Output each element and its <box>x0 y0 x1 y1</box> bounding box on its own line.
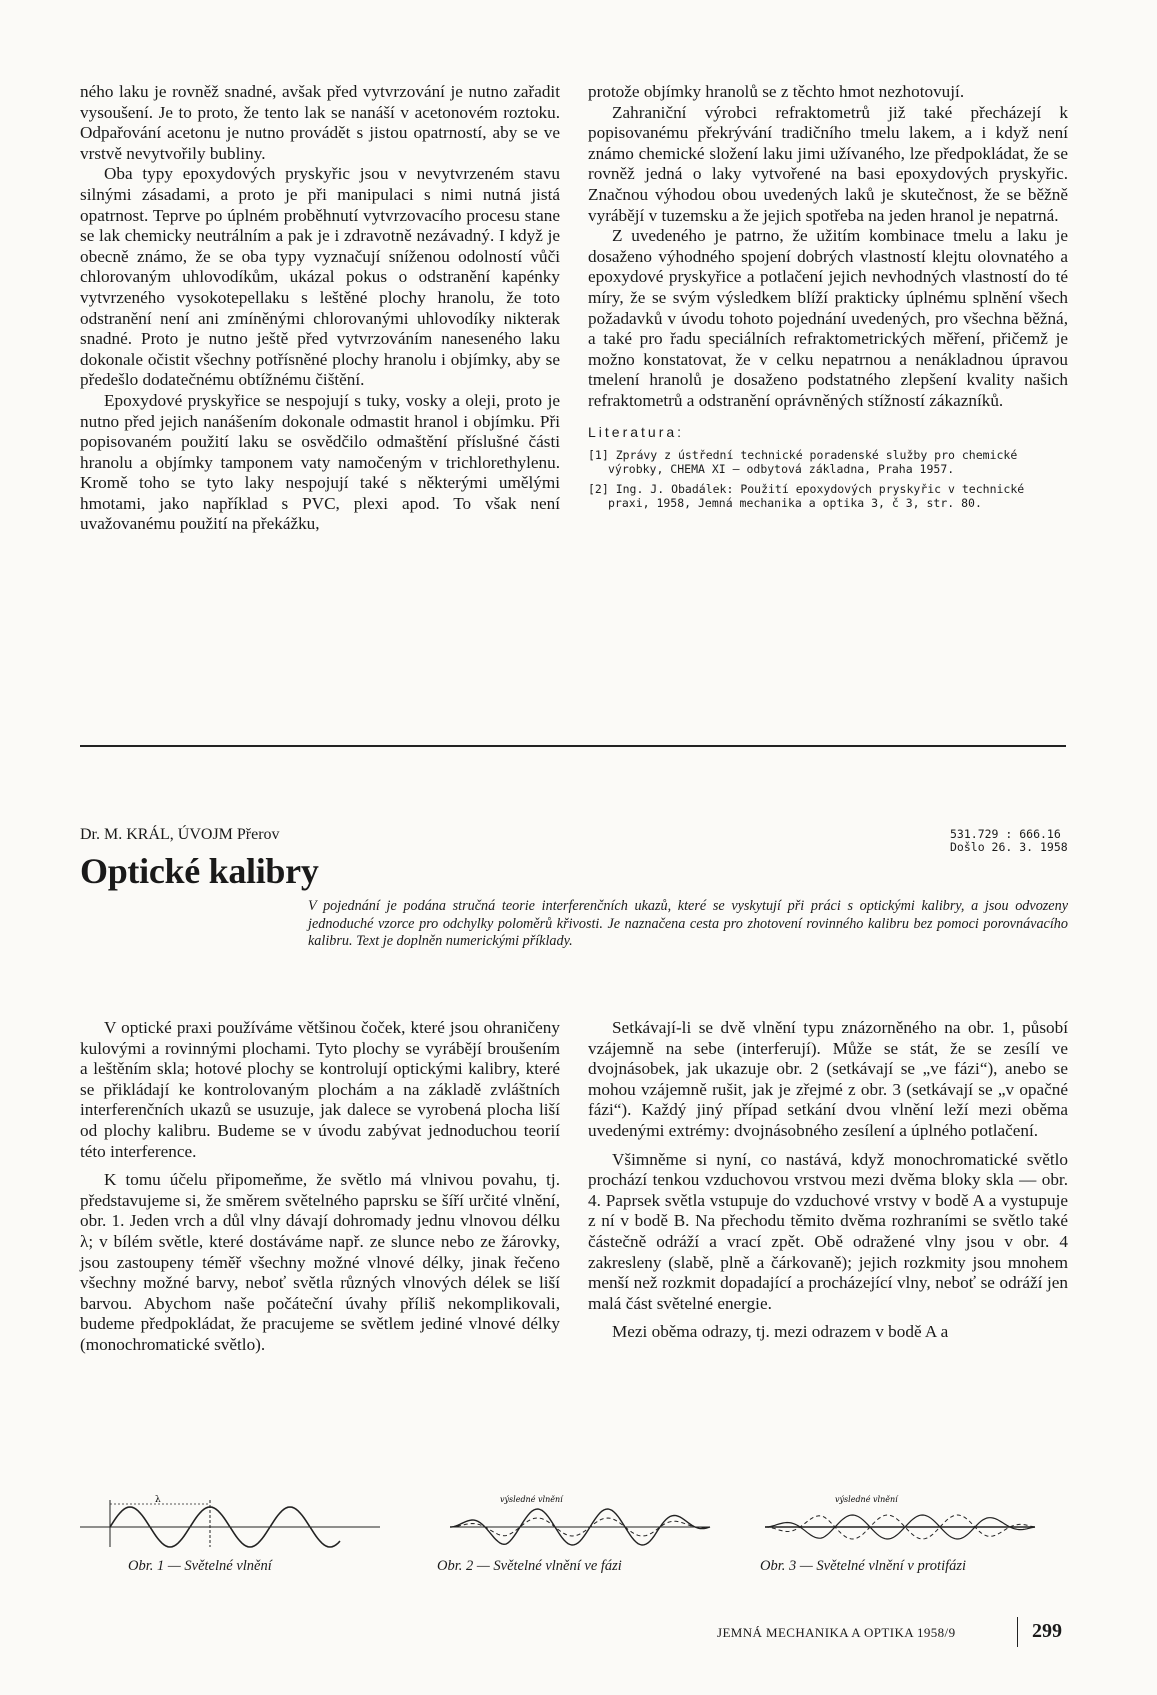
wavelength-label: λ <box>155 1495 161 1505</box>
paragraph: Setkávají-li se dvě vlnění typu znázorněného na obr. 1, působí vzájemně na sebe (interferují). Může se stát, že se zesílí ve dvojnásobek, jak ukazuje obr. 2 (setkávají se „ve fázi“), anebo se mohou vzájemně rušit, jak je zřejmé z obr. 3 (setkávají se „v opačné fázi“). Každý jiný případ setkání dvou vlnění leží mezi oběma uvedenými extrémy: dvojnásobného zesílení a úplného potlačení. <box>588 1018 1068 1140</box>
figure-caption: Obr. 3 — Světelné vlnění v protifázi <box>760 1558 967 1574</box>
resultant-label: výsledné vlnění <box>835 1495 898 1504</box>
article-abstract: V pojednání je podána stručná teorie interferenčních ukazů, které se vyskytují při práci s optickými kalibry, a jsou odvozeny jednoduché vzorce pro odchylky poloměrů křivosti. Je naznačena cesta pro zhotovení rovinného kalibru bez pomoci porovnávacího kalibru. Text je doplněn numerickými příklady. <box>308 898 1068 949</box>
article-author: Dr. M. KRÁL, ÚVOJM Přerov <box>80 826 280 843</box>
figure-3-wave <box>745 1492 1045 1552</box>
classification-block <box>950 828 1068 854</box>
paragraph: Všimněme si nyní, co nastává, když monochromatické světlo prochází tenkou vzduchovou vrstvou mezi dvěma bloky skla — obr. 4. Paprsek světla vstupuje do vzduchové vrstvy v bodě A a vystupuje z ní v bodě B. Na přechodu těmito dvěma rozhraními se světlo také částečně odráží a vrací zpět. Obě odražené vlny jsou v obr. 4 zakresleny (slabě, plně a čárkovaně); jejich rozkmity jsou mnohem menší než rozkmit dopadající a procházející vlny, neboť se odráží jen malá část světelné energie. <box>588 1149 1068 1313</box>
paragraph: protože objímky hranolů se z těchto hmot nezhotovují. <box>588 82 965 101</box>
reference-item: [2] Ing. J. Obadálek: Použití epoxydových pryskyřic v technické praxi, 1958, Jemná mechanika a optika 3, č 3, str. 80. <box>588 482 1025 511</box>
paragraph: Epoxydové pryskyřice se nespojují s tuky, vosky a oleji, proto je nutno před jejich nanášením dokonale odmastit hranol i objímku. Při popisovaném použití laku se osvědčilo odmaštění příslušné části hranolu a objímky tamponem vaty namočeným v trichlorethylenu. Kromě toho se tyto laky nespojují také s některými umělými hmotami, jako například s PVC, plexi apod. To však není uvažovanému použití na překážku, <box>80 390 560 534</box>
paragraph: Oba typy epoxydových pryskyřic jsou v nevytvrzeném stavu silnými zásadami, a proto je při manipulaci s nimi nutná jistá opatrnost. Teprve po úplném proběhnutí vytvrzovacího procesu stane se lak chemicky neutrálním a pak je i zdravotně nezávadný. I když je obecně známo, že se oba typy vyznačují sníženou odolností vůči chlorovaným uhlovodíkům, ukázal pokus o odstranění kapénky vytvrzeného vysokotepellaku s leštěné plochy hranolu, že toto odstranění není ani zmíněnými chlorovanými uhlovodíky nikterak snadné. Proto je nutno ještě před vytvrzováním naneseného laku dokonale očistit všechny potřísněné plochy hranolu i objímky, aby se předešlo dodatečnému obtížnému čištění. <box>80 164 560 390</box>
paragraph: ného laku je rovněž snadné, avšak před vytvrzování je nutno zařadit vysoušení. Je to proto, že tento lak se nanáší v acetonovém roztoku. Odpařování acetonu je nutno provádět s jistou opatrností, aby se ve vrstvě nevytvořily bubliny. <box>80 82 560 163</box>
figure-caption: Obr. 1 — Světelné vlnění <box>128 1558 272 1574</box>
body-right-column <box>588 1018 1068 1343</box>
paragraph: K tomu účelu připomeňme, že světlo má vlnivou povahu, tj. představujeme si, že směrem světelného paprsku se šíří určité vlnění, obr. 1. Jeden vrch a důl vlny dávají dohromady jednu vlnovou délku λ; v bílém světle, které dostáváme např. ze slunce nebo ze žárovky, jsou zastoupeny téměř všechny možné vlnové délky, jinak řečeno všechny možné barvy, neboť světla různých vlnových délek se liší barvou. Abychom naše počáteční úvahy příliš nekomplikovali, budeme předpokládat, že pracujeme se světlem jediné vlnové délky (monochromatické světlo). <box>80 1170 560 1354</box>
section-divider <box>80 745 1066 747</box>
journal-footer: JEMNÁ MECHANIKA A OPTIKA 1958/9 <box>717 1625 956 1640</box>
paragraph: Mezi oběma odrazy, tj. mezi odrazem v bodě A a <box>612 1322 949 1342</box>
figure-2-wave <box>420 1492 720 1552</box>
paragraph: V optické praxi používáme většinou čoček, které jsou ohraničeny kulovými a rovinnými plochami. Tyto plochy se vyrábějí broušením a leštěním skla; hotové plochy se kontrolují optickými kalibry, které se přikládají ke kontrolovaným plochám a na základě zvláštních interferenčních ukazů se usuzuje, jak dalece se vyrobená plocha liší od plochy kalibru. Budeme se v úvodu zabývat jednoduchou teorií této interference. <box>80 1018 560 1161</box>
reference-item: [1] Zprávy z ústřední technické poradenské služby pro chemické výrobky, CHEMA XI — odbytová základna, Praha 1957. <box>588 448 1018 477</box>
received-date: Došlo 26. 3. 1958 <box>950 840 1068 854</box>
page-number: 299 <box>1032 1620 1062 1642</box>
figure-caption: Obr. 2 — Světelné vlnění ve fázi <box>437 1558 622 1574</box>
classification-code: 531.729 : 666.16 <box>950 827 1061 841</box>
top-right-column <box>588 82 1068 510</box>
article-title: Optické kalibry <box>80 851 319 891</box>
resultant-label: výsledné vlnění <box>500 1495 563 1504</box>
paragraph: Zahraniční výrobci refraktometrů již také přecházejí k popisovanému překrývání tradičního tmelu lakem, a i když není známo chemické složení laku jimi užívaného, lze předpokládat, že se rovněž jedná o laky vytvořené na basi epoxydových pryskyřic. Značnou výhodou obou uvedených laků je skutečnost, že se běžně vyrábějí v tuzemsku a že jejich spotřeba na jeden hranol je nepatrná. <box>588 102 1068 225</box>
body-left-column <box>80 1018 560 1356</box>
figure-1-wave <box>80 1492 380 1552</box>
literature-heading: Literatura: <box>588 423 685 440</box>
top-left-column <box>80 82 560 535</box>
footer-separator <box>1017 1617 1018 1647</box>
paragraph: Z uvedeného je patrno, že užitím kombinace tmelu a laku je dosaženo výhodného spojení dobrých vlastností klejtu olovnatého a epoxydové pryskyřice a potlačení jejich nevhodných vlastností do té míry, že se svým výsledkem blíží prakticky úplnému splnění všech požadavků v úvodu tohoto pojednání uvedených, pro všechna běžná, a také pro řadu speciálních refraktometrických měření, přičemž je možno konstatovat, že v celku nepatrnou a nenákladnou úpravou tmelení hranolů je dosaženo podstatného zlepšení kvality našich refraktometrů a odstranění oprávněných stížností zákazníků. <box>588 226 1068 410</box>
figure-row <box>80 1492 1070 1602</box>
